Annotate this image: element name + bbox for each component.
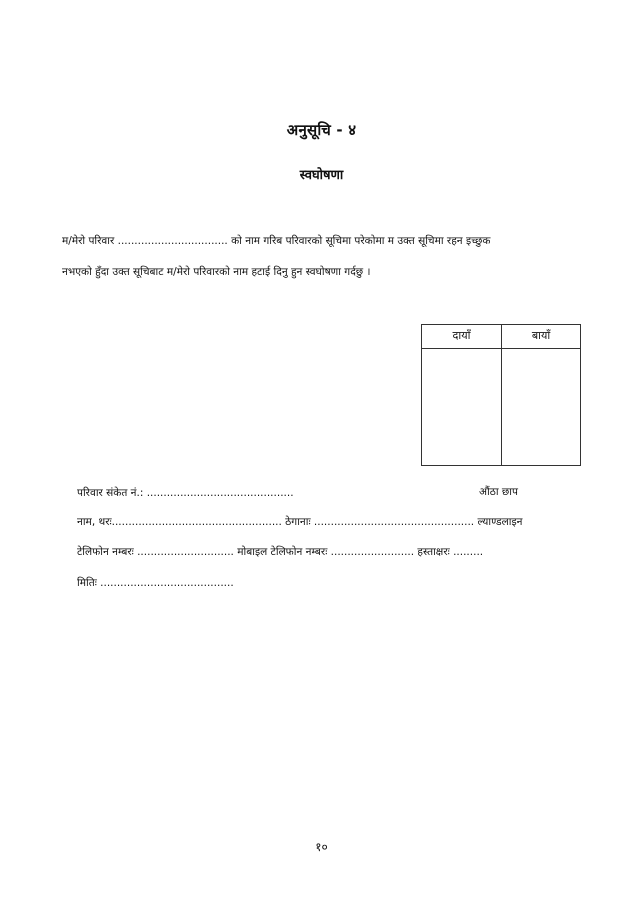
- family-code-field: परिवार संकेत नं.: ............................................: [77, 487, 294, 499]
- thumbprint-caption: औंठा छाप: [479, 486, 518, 498]
- declaration-text-line-1: म/मेरो परिवार ................................. को नाम गरिब परिवारको सूचिमा परेकोमा म उक्त सूचिमा रहन इच्छुक: [62, 235, 491, 247]
- page-number: १०: [315, 840, 328, 854]
- page-title: अनुसूचि - ४: [286, 121, 357, 139]
- thumbprint-box: [421, 324, 581, 466]
- page-subtitle: स्वघोषणा: [299, 168, 344, 183]
- thumbprint-left-label: बायाँ: [531, 329, 551, 342]
- date-field: मितिः ........................................: [77, 577, 234, 589]
- declaration-text-line-2: नभएको हुँदा उक्त सूचिबाट म/मेरो परिवारको नाम हटाई दिनु हुन स्वघोषणा गर्दछु ।: [62, 266, 371, 278]
- phone-mobile-signature-field: टेलिफोन नम्बरः ............................. मोबाइल टेलिफोन नम्बरः ......................... हस्ताक्षरः .........: [77, 546, 484, 558]
- thumbprint-box-header-divider: [422, 348, 580, 349]
- thumbprint-box-vertical-divider: [501, 325, 502, 465]
- name-address-landline-field: नाम, थरः................................................... ठेगानाः ................................................ ल्याण्डलाइन: [77, 516, 523, 528]
- thumbprint-right-label: दायाँ: [452, 329, 471, 342]
